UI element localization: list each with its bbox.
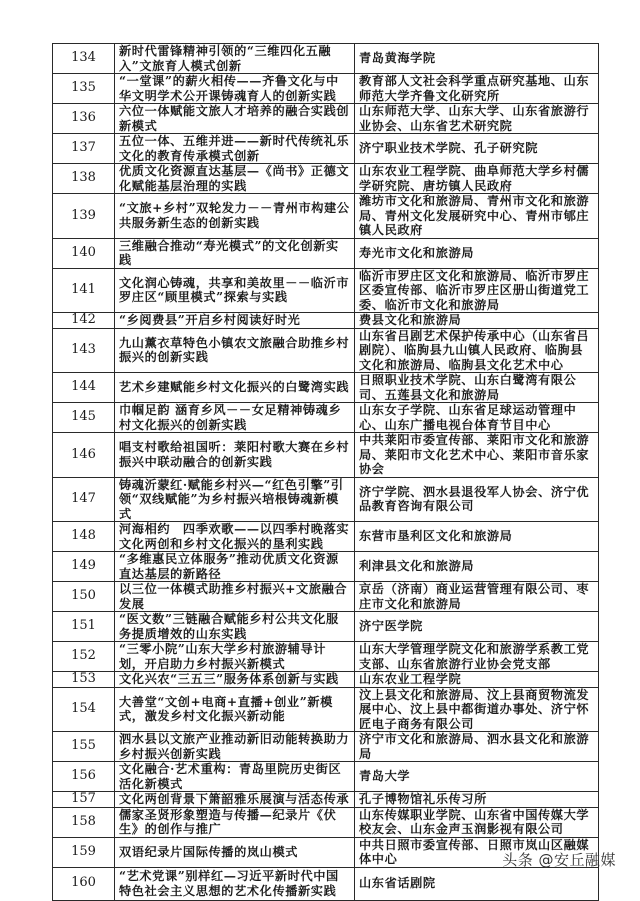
row-number: 156	[53, 762, 115, 792]
row-number: 157	[53, 792, 115, 808]
organization: 济宁职业技术学院、孔子研究院	[355, 134, 599, 164]
table-row	[53, 522, 599, 552]
project-title: 六位一体赋能文旅人才培养的融合实践创新模式	[115, 104, 355, 134]
organization: 教育部人文社会科学重点研究基地、山东师范大学齐鲁文化研究所	[355, 74, 599, 104]
project-title: 唱支村歌给祖国听：莱阳村歌大赛在乡村振兴中联动融合的创新实践	[115, 433, 355, 478]
table-row	[53, 44, 599, 74]
table-row	[53, 612, 599, 642]
table-row	[53, 807, 599, 837]
project-title: 文化融合·艺术重构：青岛里院历史街区活化新模式	[115, 762, 355, 792]
project-title: 大善堂“文创+电商+直播+创业”新模式，激发乡村文化振兴新动能	[115, 687, 355, 732]
organization: 山东农业工程学院、曲阜师范大学乡村儒学研究院、唐坊镇人民政府	[355, 164, 599, 194]
row-number: 146	[53, 433, 115, 478]
organization: 潍坊市文化和旅游局、青州市文化和旅游局、青州文化发展研究中心、青州市郇庄镇人民政府	[355, 194, 599, 239]
organization: 汶上县文化和旅游局、汶上县商贸物流发展中心、汶上县中都街道办事处、济宁怀匠电子商务有限公司	[355, 687, 599, 732]
row-number: 142	[53, 313, 115, 329]
row-number: 148	[53, 522, 115, 552]
row-number: 159	[53, 837, 115, 867]
project-title: “乡阅费县”开启乡村阅读好时光	[115, 313, 355, 329]
organization: 济宁医学院	[355, 612, 599, 642]
row-number: 141	[53, 268, 115, 313]
project-title: 文化两创背景下箫韶雅乐展演与活态传承	[115, 792, 355, 808]
table-row	[53, 477, 599, 522]
table-row	[53, 164, 599, 194]
project-title: “多维惠民立体服务”推动优质文化资源直达基层的新路径	[115, 552, 355, 582]
project-title: 文化兴农“三五三”服务体系创新与实践	[115, 672, 355, 688]
project-title: 文化润心铸魂，共享和美故里－－临沂市罗庄区“顾里模式”探索与实践	[115, 268, 355, 313]
organization: 孔子博物馆礼乐传习所	[355, 792, 599, 808]
project-title: “文旅+乡村”双轮发力－－青州市构建公共服务新生态的创新实践	[115, 194, 355, 239]
organization: 山东传媒职业学院、山东省中国传媒大学校友会、山东金声玉润影视有限公司	[355, 807, 599, 837]
organization: 中共莱阳市委宣传部、莱阳市文化和旅游局、莱阳市文化艺术中心、莱阳市音乐家协会	[355, 433, 599, 478]
row-number: 134	[53, 44, 115, 74]
table-row	[53, 194, 599, 239]
project-title: 九山薰衣草特色小镇农文旅融合助推乡村振兴的创新实践	[115, 328, 355, 373]
row-number: 143	[53, 328, 115, 373]
table-row	[53, 74, 599, 104]
table-row	[53, 104, 599, 134]
row-number: 135	[53, 74, 115, 104]
organization: 中共日照市委宣传部、日照市岚山区融媒体中心	[355, 837, 599, 867]
row-number: 158	[53, 807, 115, 837]
table-row	[53, 642, 599, 672]
project-title: 双语纪录片国际传播的岚山模式	[115, 837, 355, 867]
table-row	[53, 687, 599, 732]
organization: 青岛大学	[355, 762, 599, 792]
project-title: “一堂课”的薪火相传——齐鲁文化与中华文明学术公开课铸魂育人的创新实践	[115, 74, 355, 104]
project-title: 儒家圣贤形象塑造与传播—纪录片《伏生》的创作与推广	[115, 807, 355, 837]
row-number: 137	[53, 134, 115, 164]
table-row	[53, 403, 599, 433]
project-title: 五位一体、五维并进——新时代传统礼乐文化的教育传承模式创新	[115, 134, 355, 164]
project-title: 铸魂沂蒙红·赋能乡村兴—“红色引擎”引领“双线赋能”为乡村振兴培根铸魂新模式	[115, 477, 355, 522]
organization: 济宁学院、泗水县退役军人协会、济宁优品教育咨询有限公司	[355, 477, 599, 522]
table-row	[53, 313, 599, 329]
organization: 东营市垦利区文化和旅游局	[355, 522, 599, 552]
row-number: 154	[53, 687, 115, 732]
organization: 日照职业技术学院、山东白鹭湾有限公司、五莲县文化和旅游局	[355, 373, 599, 403]
row-number: 152	[53, 642, 115, 672]
project-title: “三零小院”山东大学乡村旅游辅导计划，开启助力乡村振兴新模式	[115, 642, 355, 672]
organization: 青岛黄海学院	[355, 44, 599, 74]
table-row	[53, 268, 599, 313]
project-title: 艺术乡建赋能乡村文化振兴的白鹭湾实践	[115, 373, 355, 403]
project-title: 河海相约 四季欢歌——以四季村晚落实文化两创和乡村文化振兴的垦利实践	[115, 522, 355, 552]
project-title: 以三位一体模式助推乡村振兴+文旅融合发展	[115, 582, 355, 612]
organization: 济宁市文化和旅游局、泗水县文化和旅游局	[355, 732, 599, 762]
row-number: 147	[53, 477, 115, 522]
row-number: 144	[53, 373, 115, 403]
organization: 山东大学管理学院文化和旅游学系教工党支部、山东省旅游行业协会党支部	[355, 642, 599, 672]
table-row	[53, 552, 599, 582]
organization: 山东省吕剧艺术保护传承中心（山东省吕剧院）、临朐县九山镇人民政府、临朐县文化和旅游局、临朐县文化艺术中心	[355, 328, 599, 373]
table-body	[53, 44, 599, 901]
project-title: 巾帼足韵 涵育乡风－－女足精神铸魂乡村文化振兴的创新实践	[115, 403, 355, 433]
row-number: 160	[53, 867, 115, 900]
project-title: 泗水县以文旅产业推动新旧动能转换助力乡村振兴创新实践	[115, 732, 355, 762]
project-title: 新时代雷锋精神引领的“三维四化五融入”文旅育人模式创新	[115, 44, 355, 74]
organization: 京岳（济南）商业运营管理有限公司、枣庄市文化和旅游局	[355, 582, 599, 612]
organization: 山东省话剧院	[355, 867, 599, 900]
organization: 山东农业工程学院	[355, 672, 599, 688]
row-number: 150	[53, 582, 115, 612]
organization: 山东女子学院、山东省足球运动管理中心、山东广播电视台体育节目中心	[355, 403, 599, 433]
row-number: 136	[53, 104, 115, 134]
source-watermark: 头条 @安丘融媒	[502, 851, 616, 869]
table-row	[53, 762, 599, 792]
table-row	[53, 433, 599, 478]
table-row	[53, 373, 599, 403]
row-number: 138	[53, 164, 115, 194]
row-number: 153	[53, 672, 115, 688]
table-row	[53, 792, 599, 808]
table-row	[53, 328, 599, 373]
organization: 利津县文化和旅游局	[355, 552, 599, 582]
row-number: 145	[53, 403, 115, 433]
project-list-table	[52, 43, 599, 901]
project-title: “医文数”三链融合赋能乡村公共文化服务提质增效的山东实践	[115, 612, 355, 642]
organization: 山东师范大学、山东大学、山东省旅游行业协会、山东省艺术研究院	[355, 104, 599, 134]
row-number: 151	[53, 612, 115, 642]
row-number: 155	[53, 732, 115, 762]
row-number: 149	[53, 552, 115, 582]
table-row	[53, 732, 599, 762]
organization: 费县文化和旅游局	[355, 313, 599, 329]
organization: 临沂市罗庄区文化和旅游局、临沂市罗庄区委宣传部、临沂市罗庄区册山街道党工委、临沂市文化和旅游局	[355, 268, 599, 313]
row-number: 139	[53, 194, 115, 239]
organization: 寿光市文化和旅游局	[355, 238, 599, 268]
table-row	[53, 582, 599, 612]
project-title: “艺术党课”别样红—习近平新时代中国特色社会主义思想的艺术化传播新实践	[115, 867, 355, 900]
table-row	[53, 238, 599, 268]
table-row	[53, 672, 599, 688]
project-title: 三维融合推动“寿光模式”的文化创新实践	[115, 238, 355, 268]
project-title: 优质文化资源直达基层—《尚书》正德文化赋能基层治理的实践	[115, 164, 355, 194]
row-number: 140	[53, 238, 115, 268]
table-row	[53, 134, 599, 164]
